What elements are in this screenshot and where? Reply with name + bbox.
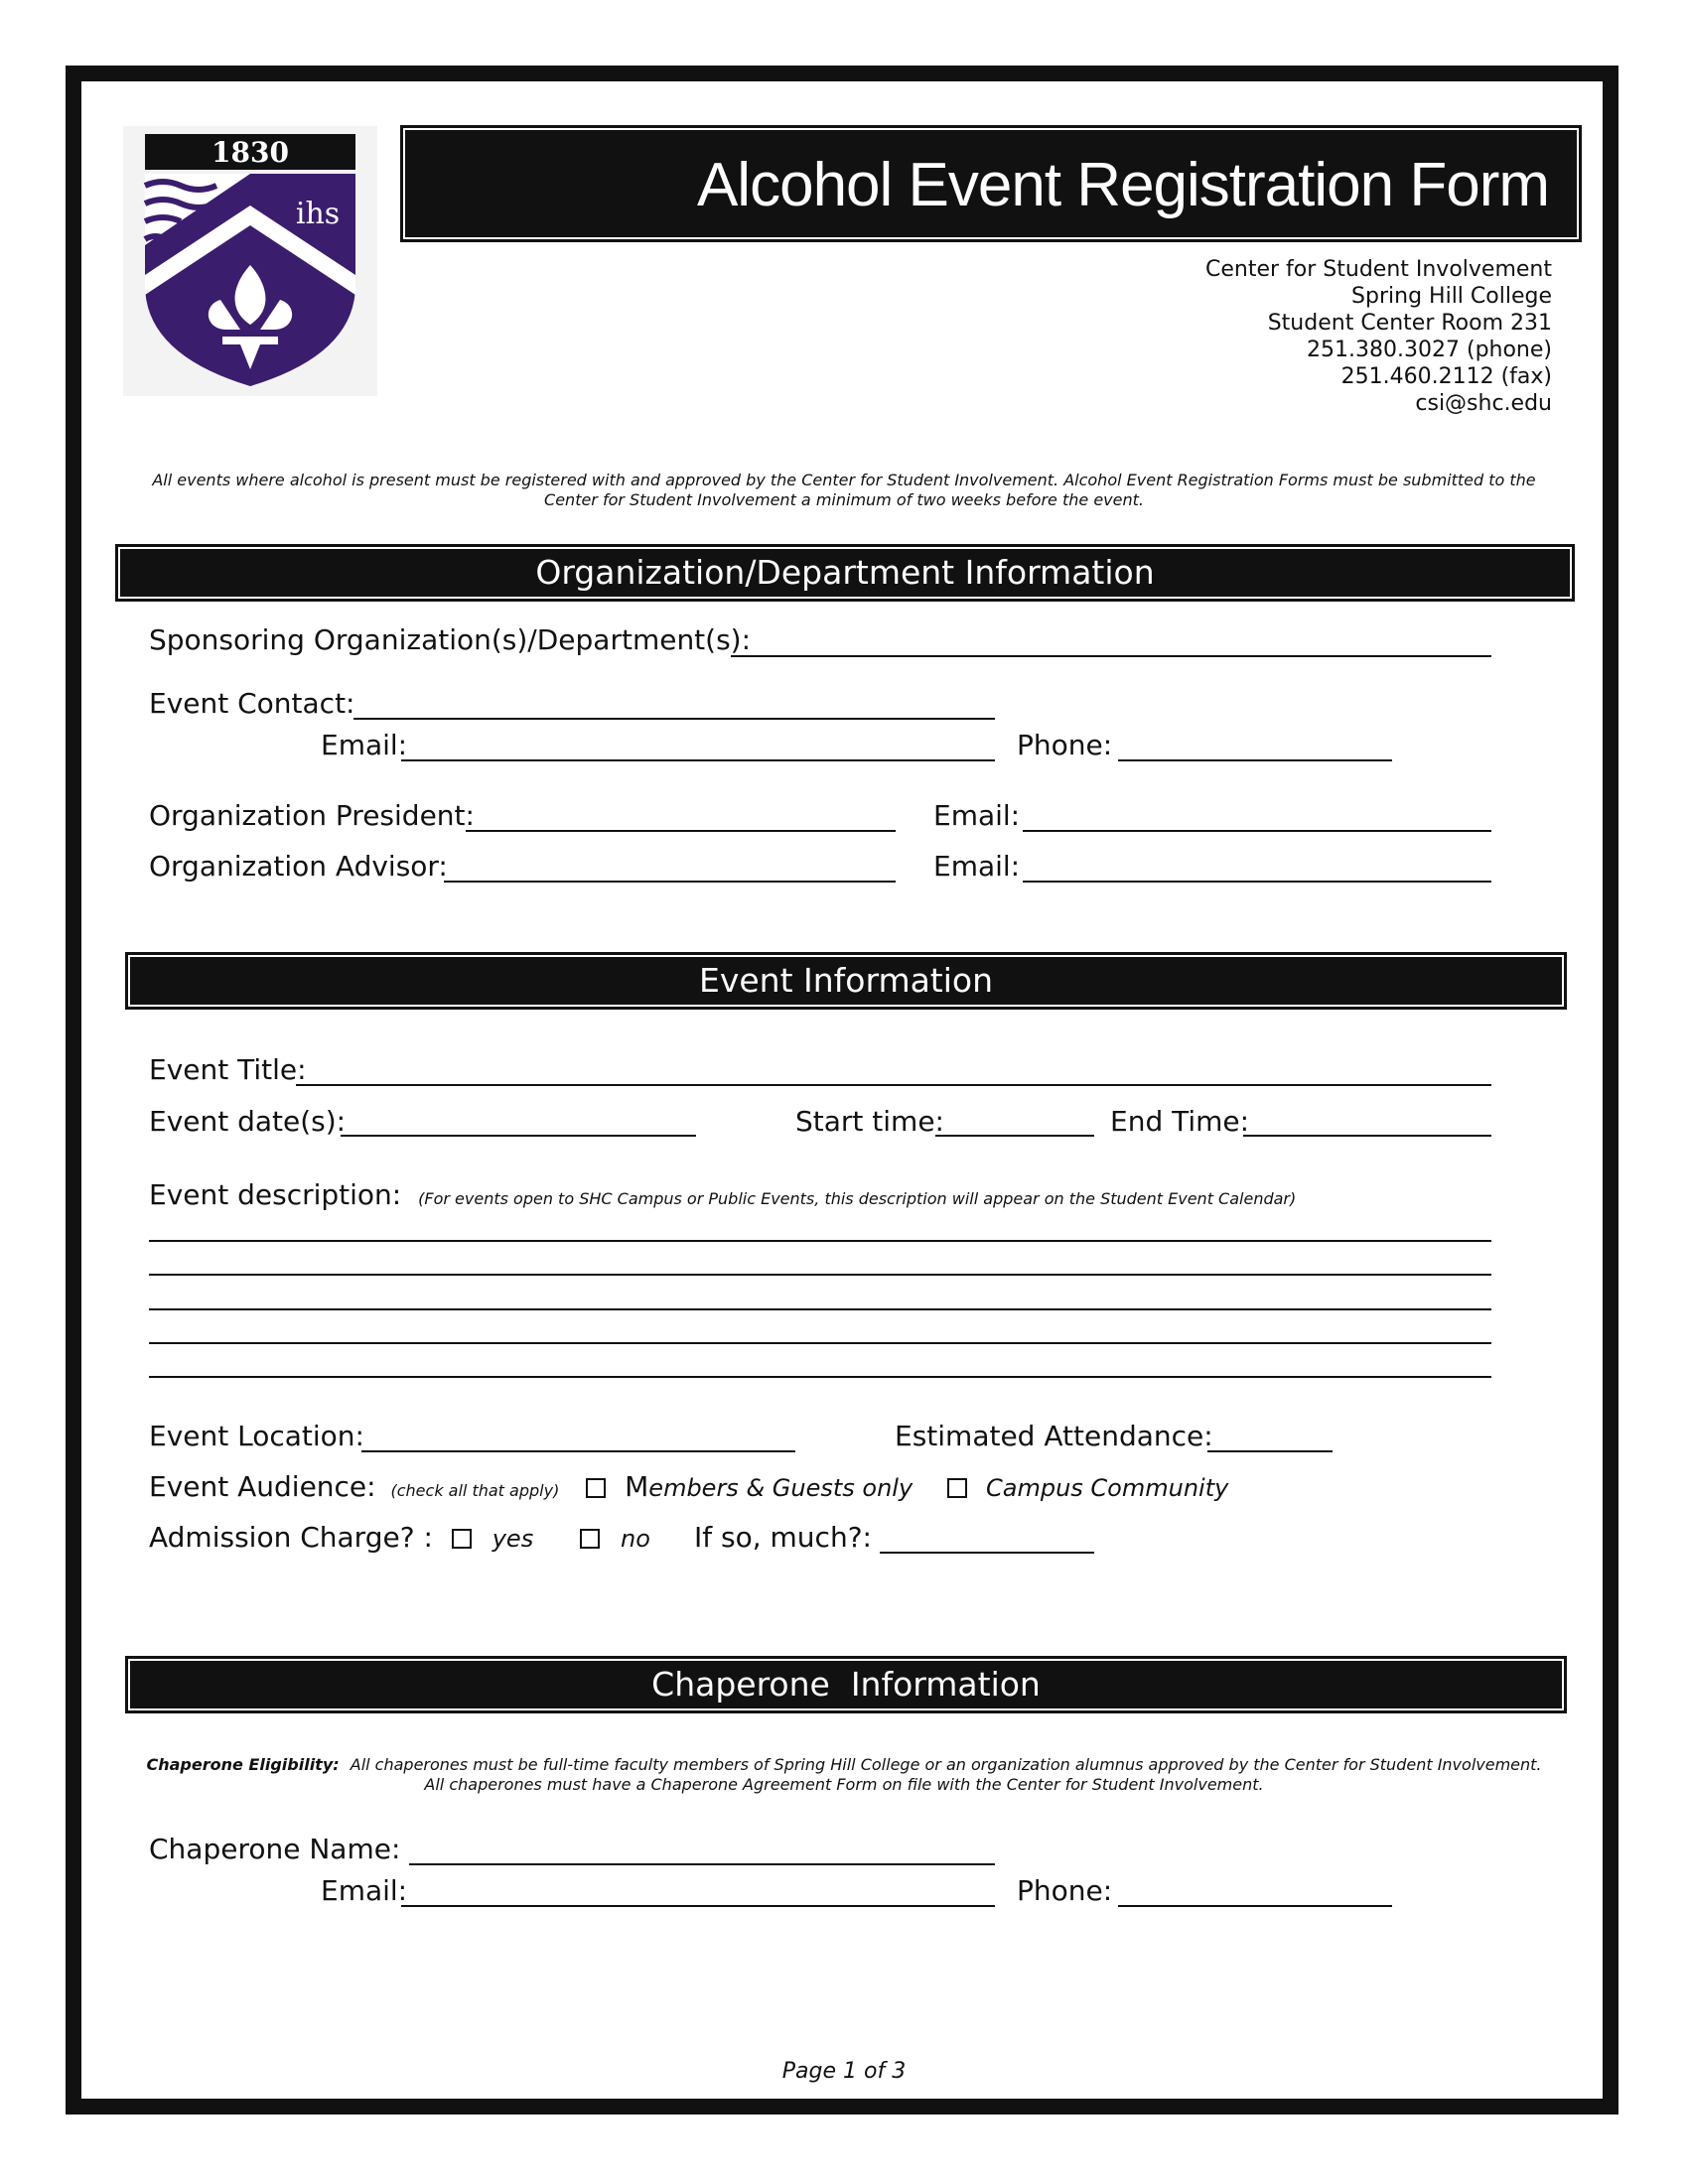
description-line-1[interactable] bbox=[149, 1240, 1491, 1242]
intro-note-line1: All events where alcohol is present must be registered with and approved by the Center for Student Involvement. Alcohol Event Registration Forms must be submitted to the bbox=[152, 471, 1536, 489]
college-logo bbox=[123, 126, 377, 396]
contact-email-field[interactable] bbox=[401, 759, 995, 761]
president-email-label: Email: bbox=[933, 799, 1021, 832]
contact-phone-label: Phone: bbox=[1017, 729, 1113, 761]
sponsoring-field[interactable] bbox=[731, 655, 1491, 657]
contact-dept: Center for Student Involvement bbox=[1205, 257, 1552, 282]
admission-no-label: no bbox=[621, 1525, 650, 1553]
start-time-field[interactable] bbox=[935, 1135, 1094, 1137]
intro-note-line2: Center for Student Involvement a minimum of two weeks before the event. bbox=[544, 490, 1144, 509]
contact-phone-field[interactable] bbox=[1118, 759, 1392, 761]
end-time-field[interactable] bbox=[1243, 1135, 1491, 1137]
chaperone-email-field[interactable] bbox=[401, 1905, 995, 1907]
section-header-organization bbox=[115, 544, 1575, 602]
event-dates-field[interactable] bbox=[341, 1135, 696, 1137]
sponsoring-label: Sponsoring Organization(s)/Department(s): bbox=[149, 623, 752, 656]
location-label: Event Location: bbox=[149, 1420, 364, 1452]
campus-community-checkbox[interactable] bbox=[947, 1478, 967, 1498]
description-note: (For events open to SHC Campus or Public Events, this description will appear on the Student Event Calendar) bbox=[418, 1189, 1297, 1208]
chaperone-name-field[interactable] bbox=[409, 1863, 995, 1865]
description-line-4[interactable] bbox=[149, 1342, 1491, 1344]
admission-amount-field[interactable] bbox=[880, 1552, 1094, 1554]
audience-label: Event Audience: bbox=[149, 1470, 376, 1503]
section-header-event bbox=[125, 952, 1567, 1010]
page-number: Page 1 of 3 bbox=[781, 2059, 907, 2084]
admission-row bbox=[149, 1521, 650, 1554]
contact-phone: 251.380.3027 (phone) bbox=[1307, 338, 1552, 362]
event-contact-field[interactable] bbox=[353, 718, 995, 720]
chaperone-email-label: Email: bbox=[321, 1874, 408, 1907]
attendance-field[interactable] bbox=[1207, 1450, 1333, 1452]
admission-yes-checkbox[interactable] bbox=[452, 1529, 472, 1549]
chaperone-eligibility-text: All chaperones must be full-time faculty members of Spring Hill College or an organization alumnus approved by the Center for Student Involvement. bbox=[350, 1755, 1542, 1774]
chaperone-eligibility-line1 bbox=[99, 1755, 1589, 1774]
president-label: Organization President: bbox=[149, 799, 475, 832]
contact-email-label: Email: bbox=[321, 729, 408, 761]
location-field[interactable] bbox=[361, 1450, 795, 1452]
advisor-email-label: Email: bbox=[933, 850, 1021, 883]
advisor-label: Organization Advisor: bbox=[149, 850, 448, 883]
attendance-label: Estimated Attendance: bbox=[895, 1420, 1213, 1452]
event-title-field[interactable] bbox=[296, 1084, 1491, 1086]
chaperone-phone-label: Phone: bbox=[1017, 1874, 1113, 1907]
description-line-3[interactable] bbox=[149, 1308, 1491, 1310]
chaperone-phone-field[interactable] bbox=[1118, 1905, 1392, 1907]
contact-email: csi@shc.edu bbox=[1415, 391, 1552, 416]
members-guests-initial: M bbox=[625, 1470, 649, 1503]
logo-year: 1830 bbox=[211, 136, 289, 169]
audience-note: (check all that apply) bbox=[390, 1481, 560, 1500]
chaperone-eligibility-label: Chaperone Eligibility: bbox=[146, 1755, 340, 1774]
members-guests-checkbox[interactable] bbox=[586, 1478, 606, 1498]
event-title-label: Event Title: bbox=[149, 1053, 307, 1086]
if-so-label: If so, much?: bbox=[694, 1521, 872, 1554]
president-email-field[interactable] bbox=[1023, 830, 1491, 832]
description-label bbox=[149, 1178, 1296, 1211]
description-label-text: Event description: bbox=[149, 1178, 402, 1211]
chaperone-name-label: Chaperone Name: bbox=[149, 1833, 401, 1865]
event-contact-label: Event Contact: bbox=[149, 687, 355, 720]
admission-label: Admission Charge? : bbox=[149, 1521, 433, 1554]
chaperone-eligibility-line2: All chaperones must have a Chaperone Agreement Form on file with the Center for Student Involvement. bbox=[424, 1775, 1264, 1794]
event-dates-label: Event date(s): bbox=[149, 1105, 347, 1138]
contact-block bbox=[1205, 256, 1552, 417]
contact-fax: 251.460.2112 (fax) bbox=[1340, 364, 1552, 389]
logo-mark: ihs bbox=[295, 197, 341, 231]
admission-no-checkbox[interactable] bbox=[580, 1529, 600, 1549]
description-line-2[interactable] bbox=[149, 1274, 1491, 1276]
audience-row bbox=[149, 1470, 1228, 1503]
president-field[interactable] bbox=[466, 830, 896, 832]
description-line-5[interactable] bbox=[149, 1376, 1491, 1378]
section-title-organization: Organization/Department Information bbox=[535, 553, 1155, 592]
end-time-label: End Time: bbox=[1110, 1105, 1250, 1138]
admission-yes-label: yes bbox=[492, 1525, 534, 1553]
campus-community-label: Campus Community bbox=[985, 1474, 1229, 1502]
contact-college: Spring Hill College bbox=[1351, 284, 1552, 309]
section-title-chaperone: Chaperone Information bbox=[651, 1665, 1041, 1704]
members-guests-label: embers & Guests only bbox=[648, 1474, 914, 1502]
form-title: Alcohol Event Registration Form bbox=[696, 151, 1549, 219]
contact-room: Student Center Room 231 bbox=[1267, 311, 1552, 336]
start-time-label: Start time: bbox=[795, 1105, 944, 1138]
advisor-field[interactable] bbox=[444, 881, 896, 883]
title-bar bbox=[400, 125, 1582, 242]
section-header-chaperone bbox=[125, 1656, 1567, 1713]
section-title-event: Event Information bbox=[698, 961, 994, 1000]
advisor-email-field[interactable] bbox=[1023, 881, 1491, 883]
